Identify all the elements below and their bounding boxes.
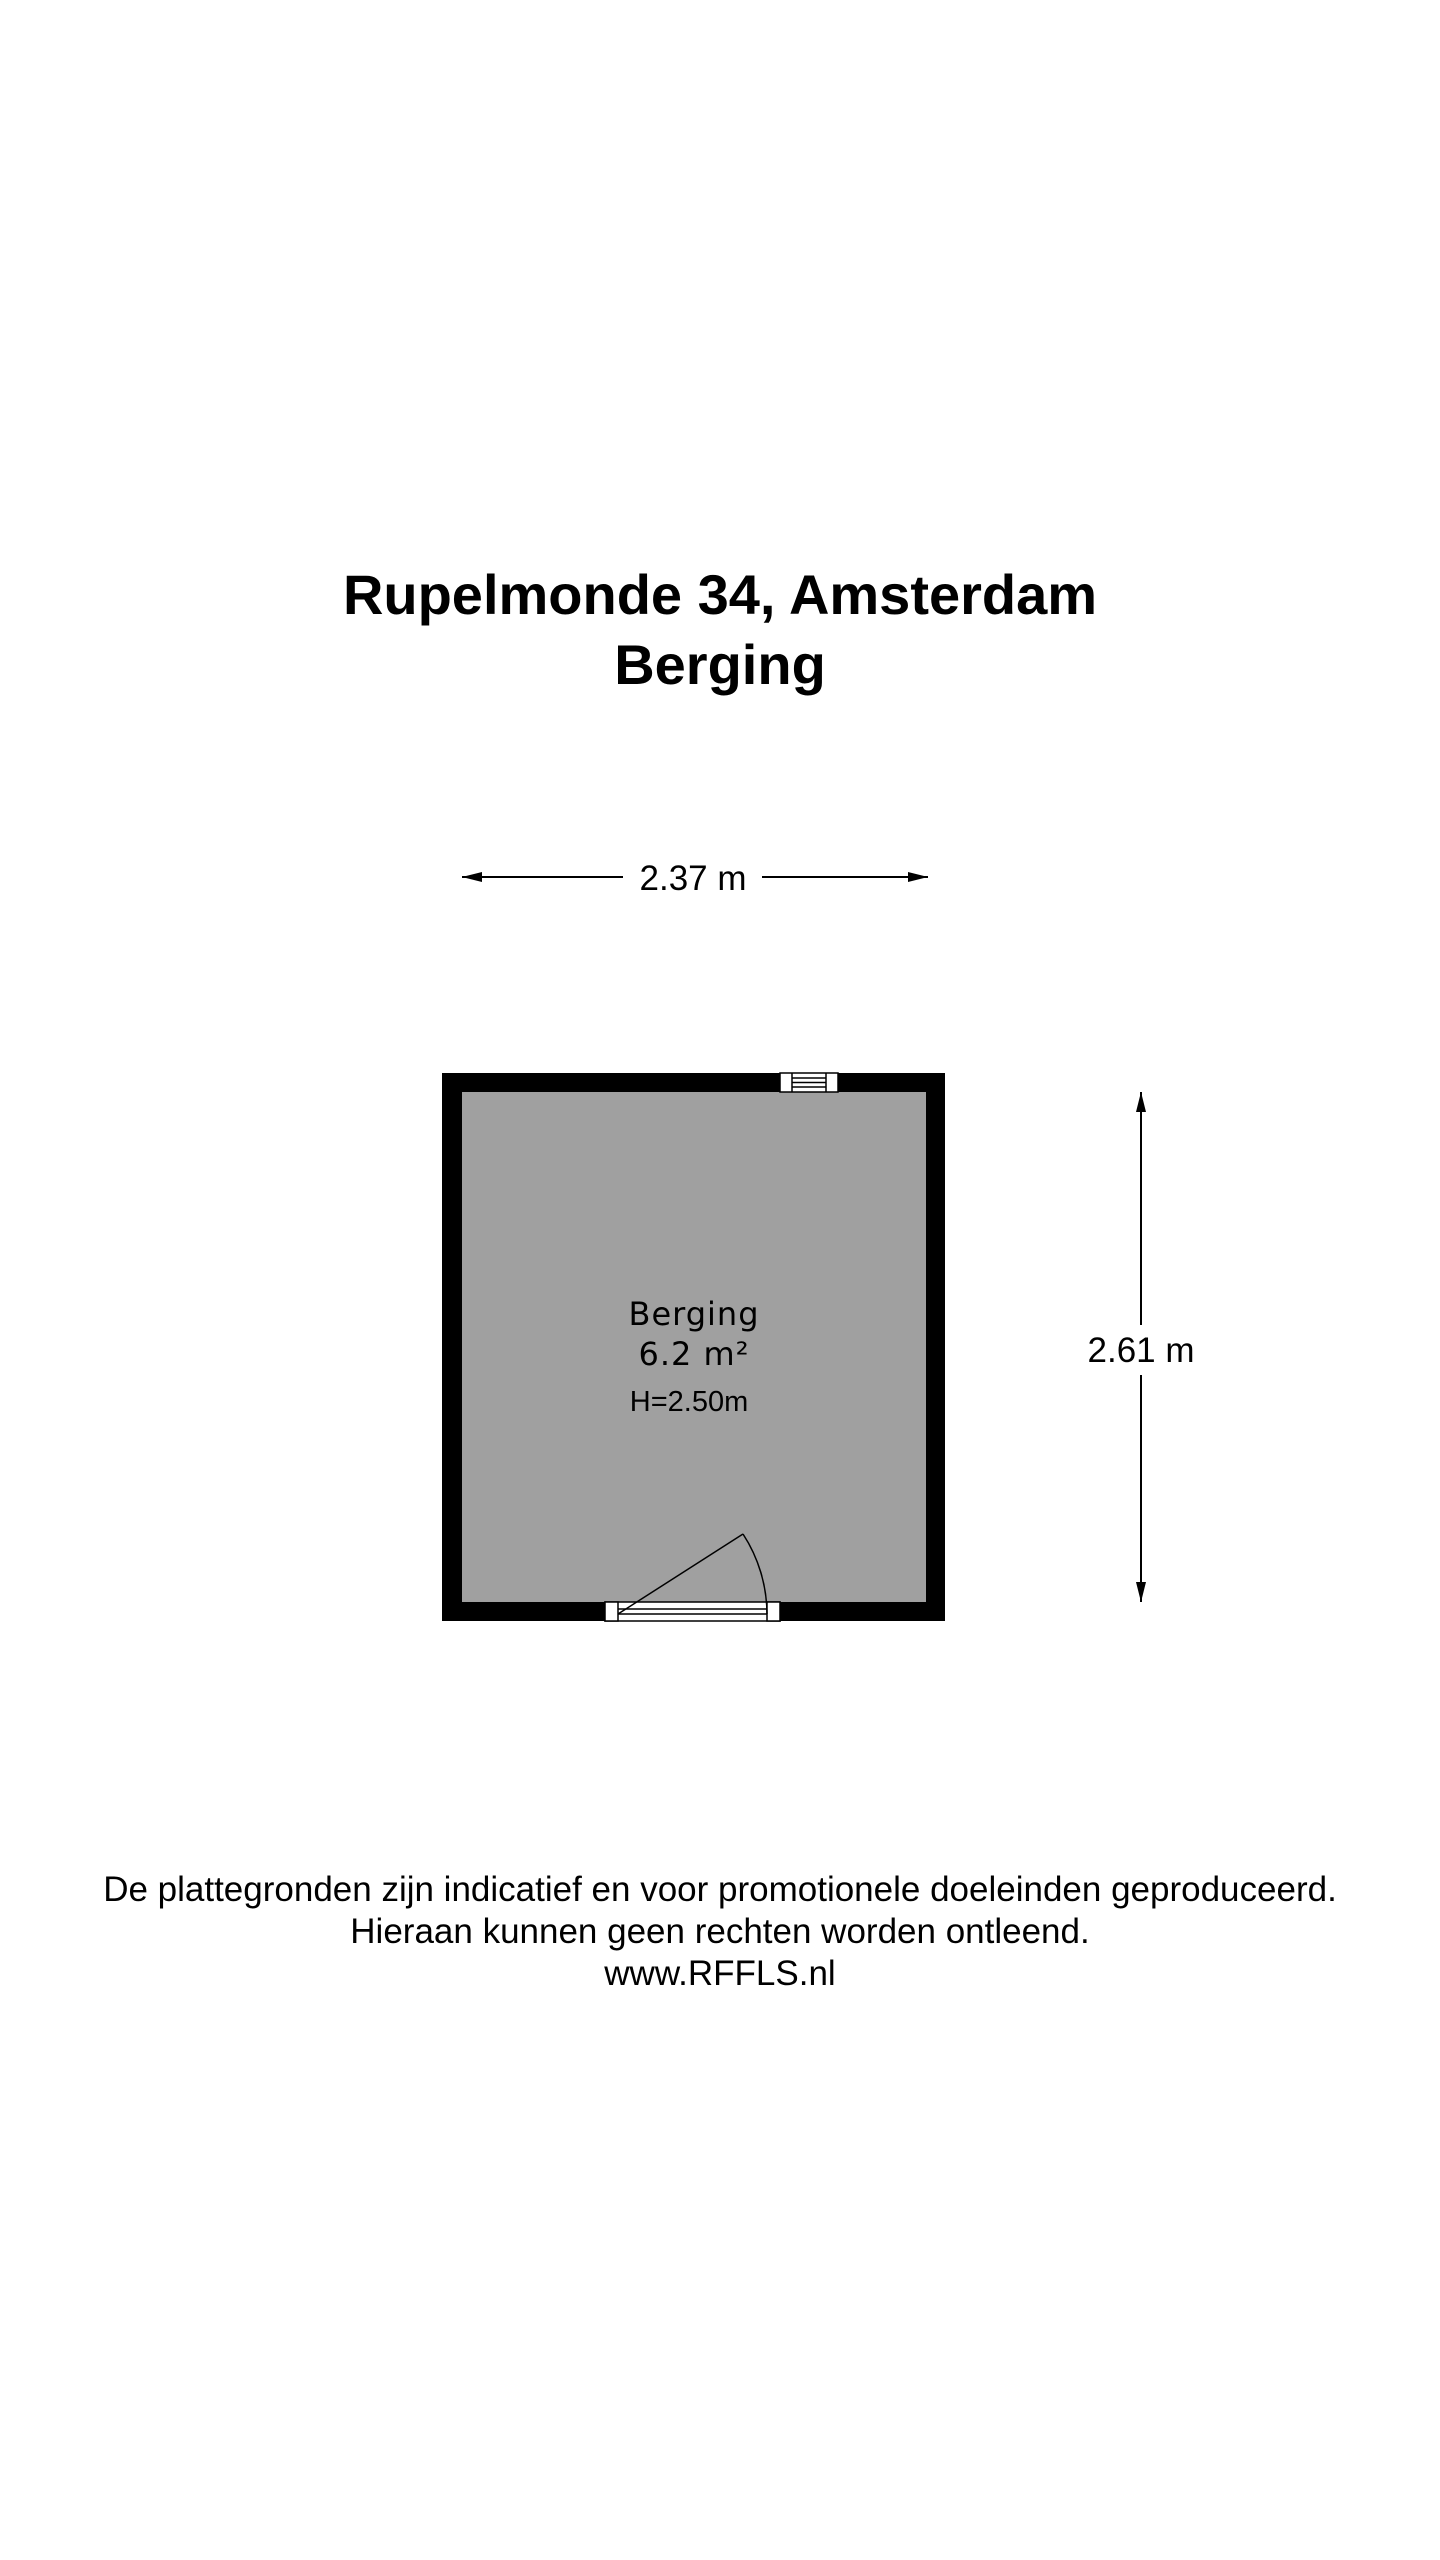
page-title-address: Rupelmonde 34, Amsterdam xyxy=(342,563,1098,626)
disclaimer-text-secondary: Hieraan kunnen geen rechten worden ontleend. xyxy=(350,1912,1090,1951)
window xyxy=(780,1073,838,1092)
door-jamb-right xyxy=(767,1602,780,1621)
website-url: www.RFFLS.nl xyxy=(604,1954,836,1993)
height-dimension-label: 2.61 m xyxy=(1087,1331,1195,1370)
width-dimension xyxy=(462,859,928,898)
height-dimension xyxy=(1088,1092,1195,1602)
page-title-floor: Berging xyxy=(614,633,826,696)
disclaimer-text: De plattegronden zijn indicatief en voor promotionele doeleinden geproduceerd. xyxy=(103,1870,1337,1909)
room-ceiling-height: H=2.50m xyxy=(629,1386,749,1418)
room-name: Berging xyxy=(628,1295,760,1333)
room-area: 6.2 m² xyxy=(638,1335,750,1373)
door-jamb-left xyxy=(605,1602,618,1621)
width-dimension-label: 2.37 m xyxy=(639,859,747,898)
